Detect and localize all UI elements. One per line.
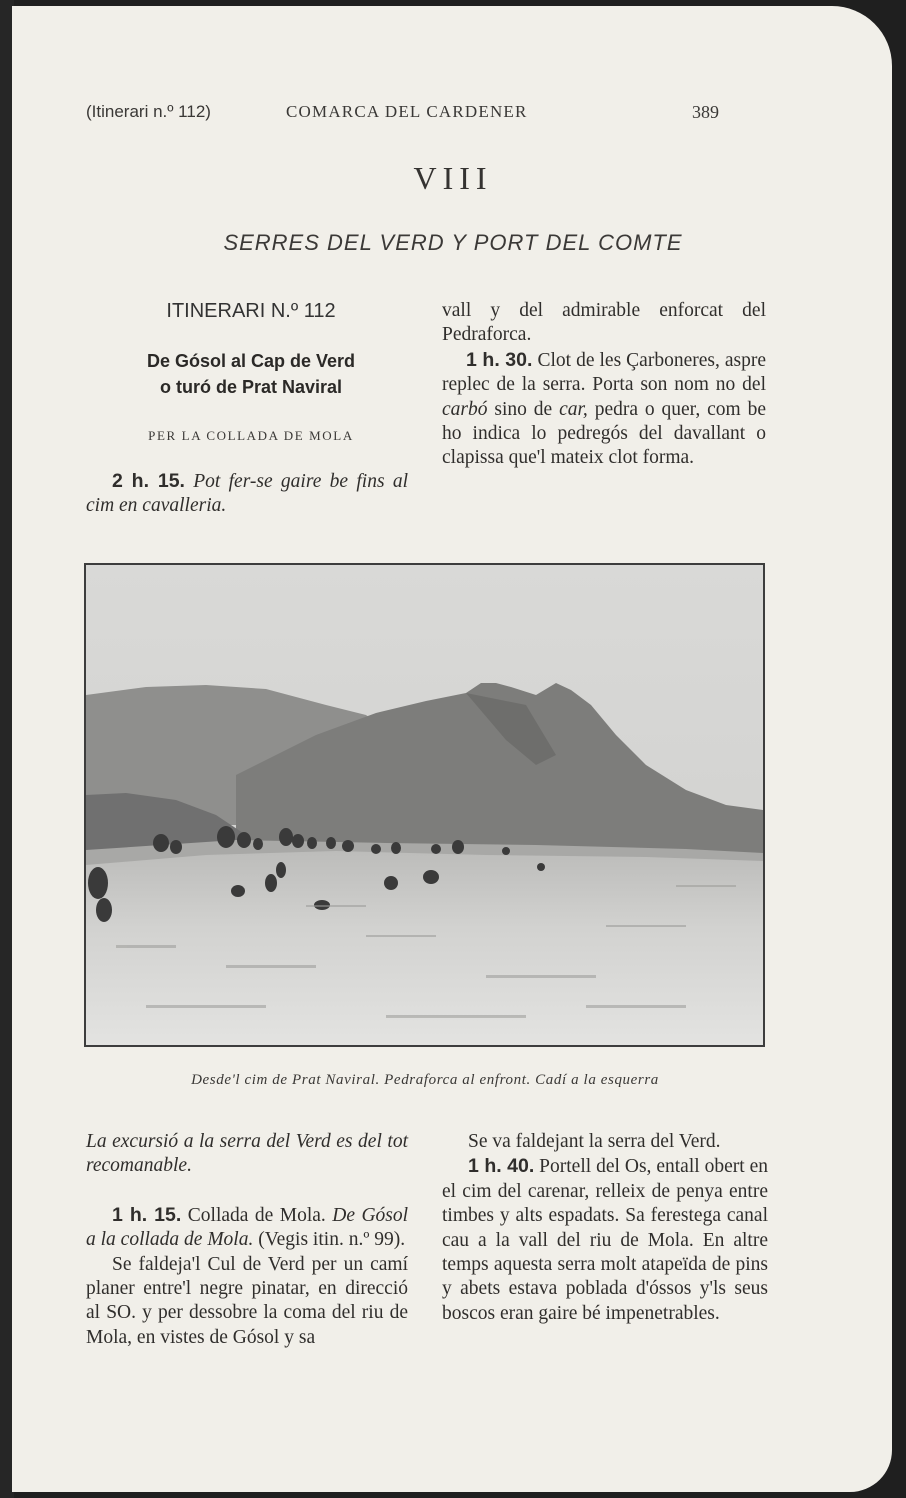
bottom-left-column bbox=[86, 1130, 408, 1350]
portell-paragraph bbox=[442, 1154, 768, 1326]
collada-route: De Gósol a la collada de Mola. bbox=[86, 1204, 409, 1251]
top-right-column bbox=[442, 299, 766, 471]
time-marker: 1 h. 15. bbox=[112, 1203, 182, 1226]
portell-text: Portell del Os, entall obert en el cim del carenar, relleix de penya entre timbes y alts espadats. Sa ferestega canal cau a la vall del riu de Mola. En altre temps aquesta serra molt atapeïda de pins y abets estava poblada d'óssos y'ls seus boscos eran gaire bé impenetrables. bbox=[442, 1156, 768, 1324]
header-region: COMARCA DEL CARDENER bbox=[286, 102, 528, 121]
clot-text-1: Clot de les Çarboneres, aspre replec de la serra. Porta son nom no del bbox=[442, 349, 767, 396]
continuation-text: vall y del admirable enforcat del Pedraforca. bbox=[442, 300, 766, 346]
clot-text-2: sino de bbox=[494, 398, 553, 420]
route-title-line-1: De Gósol al Cap de Verd bbox=[146, 351, 356, 371]
chapter-numeral: VIII bbox=[413, 160, 493, 196]
itinerary-number: ITINERARI N.º 112 bbox=[166, 300, 336, 322]
route-title-line-2: o turó de Prat Naviral bbox=[159, 377, 343, 397]
landscape-photo bbox=[84, 563, 765, 1047]
photo-caption: Desde'l cim de Prat Naviral. Pedraforca al enfront. Cadí a la esquerra bbox=[191, 1072, 659, 1088]
page-number: 389 bbox=[692, 102, 719, 122]
time-marker: 2 h. 15. bbox=[112, 470, 185, 492]
faldeja-paragraph: Se faldeja'l Cul de Verd per un camí planer entre'l negre pinatar, en direcció al SO. y per dessobre la coma del riu de Mola, en vistes de Gósol y sa bbox=[86, 1253, 408, 1348]
clot-text-3: pedra o quer, com be ho indica lo pedregós del davallant o clapissa que'l mateix clot forma. bbox=[442, 398, 767, 469]
intro-text: La excursió a la serra del Verd es del tot recomanable. bbox=[86, 1131, 408, 1177]
section-title: SERRES DEL VERD Y PORT DEL COMTE bbox=[223, 230, 683, 255]
route-via: PER LA COLLADA DE MOLA bbox=[148, 428, 354, 443]
time-marker: 1 h. 30. bbox=[466, 348, 533, 371]
verd-intro: Se va faldejant la serra del Verd. bbox=[468, 1131, 721, 1152]
header-itinerary-ref: (Itinerari n.º 112) bbox=[86, 102, 211, 121]
time-note: Pot fer-se gaire be fins al cim en cavalleria. bbox=[86, 471, 408, 517]
bottom-right-column bbox=[442, 1130, 768, 1326]
collada-place: Collada de Mola. bbox=[187, 1204, 326, 1226]
route-title bbox=[86, 348, 416, 400]
time-marker: 1 h. 40. bbox=[468, 1155, 535, 1178]
clot-paragraph bbox=[442, 348, 766, 471]
collada-see: (Vegis itin. n.º 99). bbox=[258, 1229, 406, 1251]
landscape-image bbox=[86, 565, 763, 1045]
collada-paragraph bbox=[86, 1203, 408, 1253]
word-car: car, bbox=[559, 398, 588, 420]
word-carbo: carbó bbox=[442, 398, 488, 420]
time-paragraph bbox=[86, 469, 408, 519]
